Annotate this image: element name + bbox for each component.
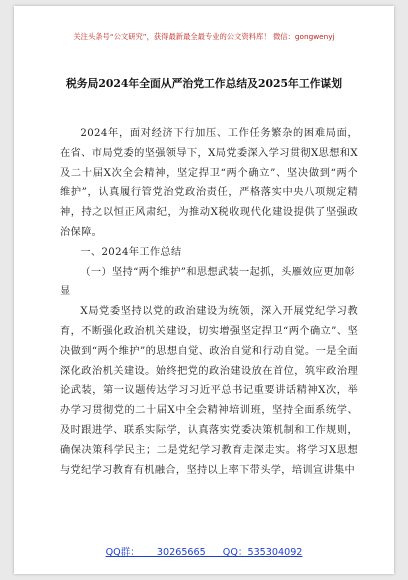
- document-page: [14, 6, 394, 574]
- intro-paragraph: 2024年，面对经济下行加压、工作任务繁杂的困难局面，在省、市局党委的坚强领导下，X局党委深入学习贯彻X思想和X及二十届X次全会精神，坚定捍卫“两个确立”、坚决做到“两个维护”，认真履行管党治党政治责任，严格落实中央八项规定精神，持之以恒正风肃纪，为推动X税收现代化建设提供了坚强政治保障。: [60, 128, 358, 238]
- section-heading: 一、2024年工作总结: [80, 246, 182, 258]
- header-ad-text: 关注头条号“公文研究”，获得最新最全最专业的公文资料库！ 微信：gongwenyj: [73, 32, 335, 41]
- body-paragraph: X局党委坚持以党的政治建设为统领，深入开展党纪学习教育，不断强化政治机关建设，切实增强坚定捍卫“两个确立”、坚决做到“两个维护”的思想自觉、政治自觉和行动自觉。一是全面深化政治机关建设。始终把党的政治建设放在首位，筑牢政治理论武装，第一议题传达学习习近平总书记重要讲话精神X次，举办学习贯彻党的二十届X中全会精神培训班，坚持全面系统学、及时跟进学、联系实际学，认真落实党委决策机制和工作规则，确保决策科学民主；二是党纪学习教育走深走实。将学习X思想与党纪学习教育有机融合，坚持以上率下带头学，培训宣讲集中: [60, 306, 358, 476]
- footer-contact-text: QQ群： 30265665 QQ：535304092: [105, 547, 303, 558]
- document-body: [60, 124, 358, 480]
- document-title: 税务局2024年全面从严治党工作总结及2025年工作谋划: [65, 77, 343, 90]
- subsection-heading: （一）坚持“两个维护”和思想武装一起抓，头雁效应更加彰显: [60, 266, 355, 298]
